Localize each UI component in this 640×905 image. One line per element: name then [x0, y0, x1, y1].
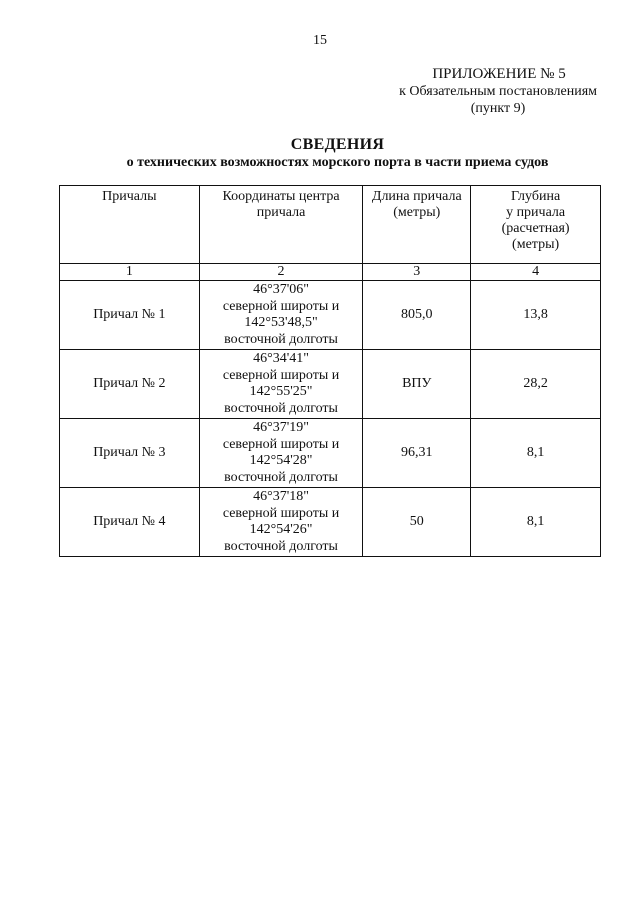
- coordinate-line: восточной долготы: [224, 400, 338, 416]
- coordinate-line: 46°37'06": [253, 282, 309, 297]
- coordinate-line: 142°53'48,5": [244, 315, 318, 330]
- header-length-line: (метры): [393, 205, 441, 220]
- document-subtitle: о технических возможностях морского порта в части приема судов: [126, 155, 549, 170]
- berth-name: Причал № 1: [60, 281, 200, 350]
- header-depth-line: (метры): [512, 237, 560, 252]
- header-coordinates: [199, 186, 363, 264]
- coordinate-line: северной широты и: [222, 436, 340, 452]
- table-row: [60, 281, 601, 350]
- table-header-row: [60, 186, 601, 264]
- appendix-block: [399, 66, 597, 117]
- appendix-reference: к Обязательным постановлениям: [399, 84, 597, 99]
- header-berths-line: Причалы: [102, 189, 157, 204]
- berth-length: 805,0: [363, 281, 471, 350]
- berth-depth: 13,8: [471, 281, 601, 350]
- header-coordinates-line: Координаты центра: [222, 189, 340, 204]
- table-row: [60, 488, 601, 557]
- column-number: 4: [471, 264, 601, 281]
- column-number-row: [60, 264, 601, 281]
- page-number: 15: [313, 33, 327, 48]
- header-coordinates-line: причала: [256, 205, 306, 220]
- column-number: 3: [363, 264, 471, 281]
- coordinate-line: 46°37'18": [253, 489, 309, 504]
- appendix-clause: (пункт 9): [470, 101, 526, 116]
- table-row: [60, 419, 601, 488]
- berth-length: 96,31: [363, 419, 471, 488]
- coordinate-line: 46°37'19": [253, 420, 309, 435]
- column-number: 1: [60, 264, 200, 281]
- berths-table: [59, 185, 601, 557]
- header-depth-line: Глубина: [511, 189, 561, 204]
- coordinate-line: восточной долготы: [224, 538, 338, 554]
- berth-depth: 8,1: [471, 488, 601, 557]
- berth-name: Причал № 3: [60, 419, 200, 488]
- coordinate-line: восточной долготы: [224, 469, 338, 485]
- header-depth-line: у причала: [506, 205, 566, 220]
- berth-coordinates: [199, 488, 363, 557]
- berth-name: Причал № 4: [60, 488, 200, 557]
- berth-coordinates: [199, 281, 363, 350]
- berth-coordinates: [199, 419, 363, 488]
- coordinate-line: северной широты и: [222, 505, 340, 521]
- coordinate-line: восточной долготы: [224, 331, 338, 347]
- document-title: СВЕДЕНИЯ: [290, 136, 385, 153]
- coordinate-line: северной широты и: [222, 367, 340, 383]
- coordinate-line: 142°54'28": [249, 453, 313, 468]
- berth-name: Причал № 2: [60, 350, 200, 419]
- coordinate-line: 142°55'25": [249, 384, 313, 399]
- berth-length: 50: [363, 488, 471, 557]
- coordinate-line: северной широты и: [222, 298, 340, 314]
- column-number: 2: [199, 264, 363, 281]
- coordinate-line: 46°34'41": [253, 351, 309, 366]
- document-heading: [0, 136, 640, 172]
- header-length: [363, 186, 471, 264]
- appendix-title: ПРИЛОЖЕНИЕ № 5: [432, 66, 566, 82]
- berth-depth: 28,2: [471, 350, 601, 419]
- coordinate-line: 142°54'26": [249, 522, 313, 537]
- header-length-line: Длина причала: [371, 189, 462, 204]
- table-row: [60, 350, 601, 419]
- berth-depth: 8,1: [471, 419, 601, 488]
- berth-coordinates: [199, 350, 363, 419]
- header-berths: [60, 186, 200, 264]
- berth-length: ВПУ: [363, 350, 471, 419]
- header-depth: [471, 186, 601, 264]
- header-depth-line: (расчетная): [501, 221, 570, 236]
